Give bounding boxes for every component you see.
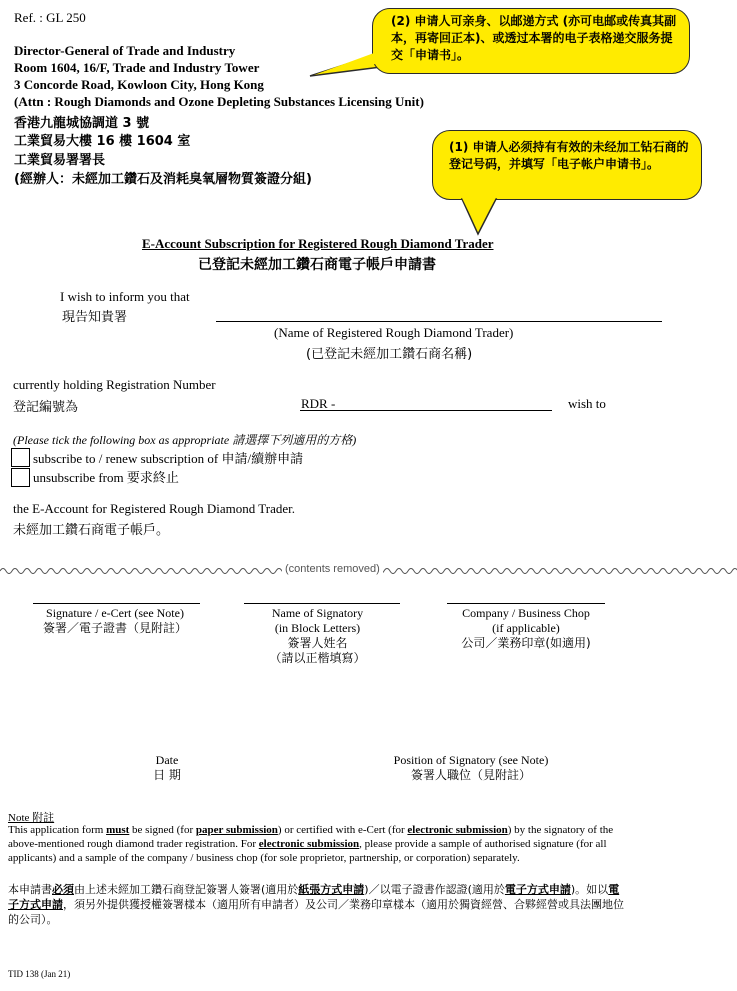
note-en — [8, 823, 630, 865]
signature-caption-zh: 簽署／電子證書（見附註） — [42, 621, 187, 635]
callout-1: (1) 申请人必须持有有效的未经加工钻石商的登记号码，并填写「电子帐户申请书」。 — [432, 130, 702, 200]
ref-number: Ref. : GL 250 — [14, 10, 86, 25]
position-caption-zh: 簽署人職位（見附註） — [410, 768, 531, 782]
note-en-p2: be signed (for — [129, 824, 196, 836]
date-caption-zh: 日 期 — [153, 768, 181, 782]
note-zh-must: 必須 — [52, 883, 74, 896]
holding-label-zh: 登記編號為 — [13, 400, 79, 415]
company-chop-caption-en2: (if applicable) — [492, 621, 560, 635]
address-zh-line-4: (經辦人：未經加工鑽石及消耗臭氧層物質簽證分組) — [14, 172, 312, 187]
callout-2-tail-joint — [300, 4, 420, 90]
address-zh-line-3: 工業貿易署署長 — [14, 153, 106, 168]
note-zh-p5: ，須另外提供獲授權簽署樣本（適用所有申請者）及公司／業務印章樣本（適用於獨資經營、合夥經營或具法團地位的公司）。 — [8, 898, 624, 926]
date-caption — [127, 753, 207, 783]
note-en-p3: ) or certified with e-Cert (for — [277, 824, 408, 836]
trader-name-caption-zh: (已登記未經加工鑽石商名稱) — [306, 347, 473, 362]
eaccount-label-en: the E-Account for Registered Rough Diamond Trader. — [13, 501, 295, 516]
company-chop-caption — [436, 606, 616, 651]
form-title-en: E-Account Subscription for Registered Rough Diamond Trader — [142, 236, 494, 251]
note-zh-p4: )。如以 — [570, 883, 609, 896]
address-line-2: Room 1604, 16/F, Trade and Industry Tower — [14, 60, 260, 75]
position-caption — [366, 753, 576, 783]
trader-name-line[interactable] — [216, 321, 662, 322]
form-code-footer: TID 138 (Jan 21) — [8, 969, 71, 979]
note-en-p5: , please provide a sample of authorised signature (for all applicants) and a sample of the company / business chop (for sole proprietor, partnership, or corporation) separately. — [8, 838, 607, 864]
date-caption-en: Date — [155, 753, 179, 767]
signatory-name-caption — [230, 606, 405, 666]
contents-removed-label: (contents removed) — [282, 563, 383, 575]
signature-caption — [20, 606, 210, 636]
unsubscribe-checkbox[interactable] — [11, 468, 30, 487]
signatory-name-caption-zh1: 簽署人姓名 — [287, 636, 348, 650]
position-caption-en: Position of Signatory (see Note) — [393, 753, 549, 767]
company-chop-caption-zh: 公司／業務印章(如適用) — [461, 636, 591, 650]
company-chop-caption-en1: Company / Business Chop — [462, 606, 590, 620]
subscribe-option-label: subscribe to / renew subscription of 申請/續辦申請 — [33, 451, 304, 466]
form-title-zh: 已登記未經加工鑽石商電子帳戶申請書 — [198, 257, 436, 273]
wish-to-label: wish to — [568, 396, 606, 411]
note-zh-p3: )／以電子證書作認證(適用於 — [364, 883, 505, 896]
note-en-paper: paper submission — [195, 824, 278, 836]
note-zh — [8, 882, 630, 927]
address-zh-line-1: 香港九龍城協調道 3 號 — [14, 116, 150, 131]
address-line-4: (Attn : Rough Diamonds and Ozone Depleting Substances Licensing Unit) — [14, 94, 424, 109]
signatory-name-caption-en2: (in Block Letters) — [274, 621, 361, 635]
inform-label-en: I wish to inform you that — [60, 289, 190, 304]
inform-label-zh: 現告知貴署 — [62, 310, 128, 325]
rdr-prefix: RDR - — [301, 396, 336, 411]
callout-1-tail — [450, 190, 530, 240]
note-zh-electronic-2: 電子方式申請 — [8, 883, 620, 911]
signatory-name-caption-en1: Name of Signatory — [271, 606, 364, 620]
note-en-p4: ) by the signatory of the above-mentioned rough diamond trader registration. For — [8, 824, 614, 850]
note-en-must: must — [106, 824, 130, 836]
note-en-electronic-2: electronic submission — [258, 838, 360, 850]
note-en-electronic: electronic submission — [407, 824, 508, 836]
subscribe-checkbox[interactable] — [11, 448, 30, 467]
address-line-3: 3 Concorde Road, Kowloon City, Hong Kong — [14, 77, 264, 92]
signatory-name-caption-zh2: （請以正楷填寫） — [269, 651, 366, 665]
callout-2: (2) 申请人可亲身、以邮递方式 (亦可电邮或传真其副本，再寄回正本)、或透过本署的电子表格递交服务提交「申请书」。 — [372, 8, 690, 74]
signature-line[interactable] — [33, 603, 200, 604]
note-en-p1: This application form — [8, 824, 107, 836]
note-zh-paper: 紙張方式申請 — [298, 883, 365, 896]
note-zh-p1: 本申請書 — [8, 883, 52, 896]
note-zh-electronic: 電子方式申請 — [504, 883, 571, 896]
company-chop-line[interactable] — [447, 603, 605, 604]
unsubscribe-option-label: unsubscribe from 要求終止 — [33, 470, 179, 485]
trader-name-caption-en: (Name of Registered Rough Diamond Trader) — [274, 325, 514, 340]
registration-number-line[interactable] — [300, 410, 552, 411]
signature-caption-en: Signature / e-Cert (see Note) — [46, 606, 184, 620]
eaccount-label-zh: 未經加工鑽石商電子帳戶。 — [13, 523, 170, 538]
address-zh-line-2: 工業貿易大樓 16 樓 1604 室 — [14, 134, 191, 149]
tick-instruction: (Please tick the following box as appropriate 請選擇下列適用的方格) — [13, 433, 357, 447]
signatory-name-line[interactable] — [244, 603, 400, 604]
note-zh-p2: 由上述未經加工鑽石商登記簽署人簽署(適用於 — [74, 883, 299, 896]
note-heading: Note 附註 — [8, 812, 55, 824]
holding-label-en: currently holding Registration Number — [13, 377, 216, 392]
address-line-1: Director-General of Trade and Industry — [14, 43, 236, 58]
